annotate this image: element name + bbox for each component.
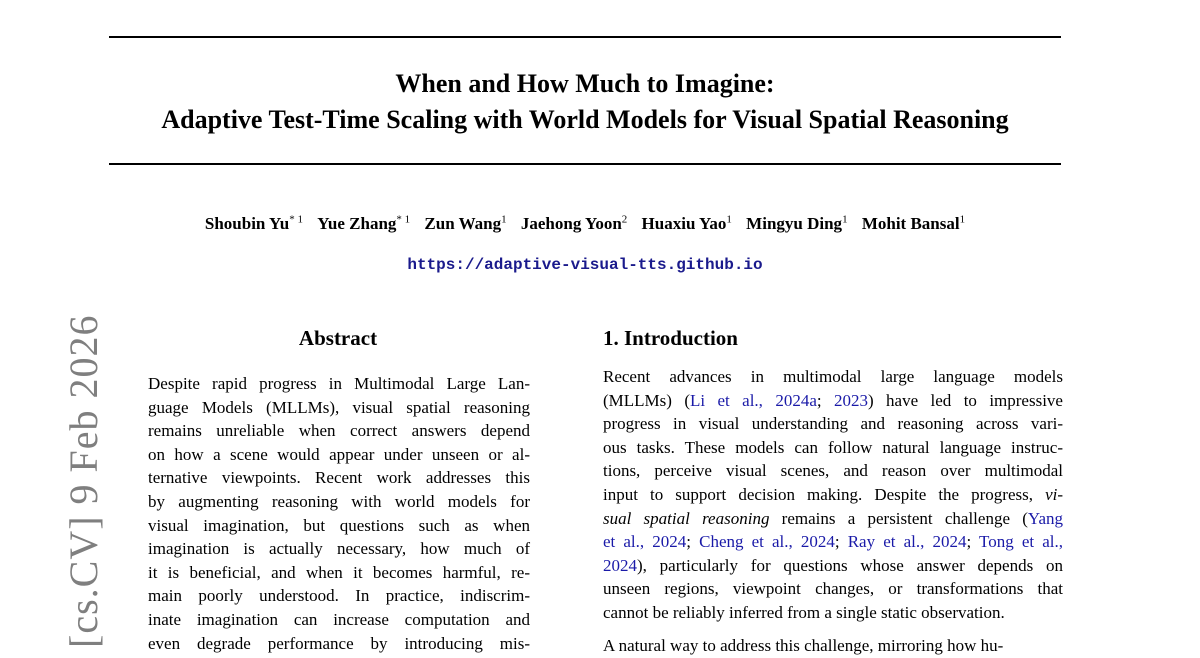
top-rule: [109, 36, 1061, 38]
citation-link[interactable]: et al., 2024: [603, 532, 687, 552]
citation-link[interactable]: 2024: [603, 555, 637, 575]
author: Yue Zhang$^{* 1}$: [317, 213, 411, 233]
abstract-line: remains unreliable when correct answers depend: [148, 421, 530, 441]
author: Zun Wang$^1$: [424, 213, 507, 233]
citation-link[interactable]: Tong et al.,: [979, 532, 1063, 552]
abstract-line: guage Models (MLLMs), visual spatial reasoning: [148, 397, 530, 417]
author: Mohit Bansal$^1$: [861, 213, 966, 233]
author-list: [0, 208, 1170, 235]
abstract-line: inate imagination can increase computation and: [148, 609, 530, 629]
abstract-line: it is beneficial, and when it becomes harmful, re-: [148, 562, 530, 582]
abstract-line: visual imagination, but questions such as when: [148, 515, 530, 535]
arxiv-stamp: [cs.CV] 9 Feb 2026: [61, 314, 106, 648]
title-line-1: When and How Much to Imagine:: [395, 69, 775, 98]
citation-link[interactable]: Li et al., 2024a: [690, 390, 817, 410]
intro-line: cannot be reliably inferred from a single static observation.: [603, 602, 1005, 622]
author: Huaxiu Yao$^1$: [641, 213, 732, 233]
intro-line: sual spatial reasoning remains a persistent challenge (Yang: [603, 508, 1063, 528]
abstract-line: imagination is actually necessary, how much of: [148, 539, 530, 559]
introduction-heading: 1. Introduction: [603, 326, 738, 350]
citation-link[interactable]: 2023: [834, 390, 868, 410]
intro-line: Recent advances in multimodal large language models: [603, 367, 1063, 386]
introduction-paragraph: [603, 365, 1063, 625]
abstract-heading: Abstract: [298, 326, 378, 350]
author: Jaehong Yoon$^2$: [520, 213, 628, 233]
intro-line: tions, perceive visual scenes, and reason over multimodal: [603, 461, 1063, 481]
intro-line: et al., 2024; Cheng et al., 2024; Ray et al., 2024; Tong et al.,: [603, 532, 1063, 552]
citation-link[interactable]: Ray et al., 2024: [847, 532, 967, 552]
introduction-paragraph-2-start: A natural way to address this challenge, mirroring how hu-: [603, 636, 1004, 655]
citation-link[interactable]: Yang: [1027, 508, 1063, 528]
abstract-body: [148, 372, 530, 655]
intro-line: ous tasks. These models can follow natural language instruc-: [603, 437, 1063, 457]
abstract-line: ternative viewpoints. Recent work addresses this: [148, 468, 530, 488]
intro-line: input to support decision making. Despite the progress, vi-: [603, 484, 1063, 504]
paper-title: [0, 66, 1170, 138]
intro-line: 2024), particularly for questions whose answer depends on: [603, 555, 1063, 575]
abstract-line: Despite rapid progress in Multimodal Large Lan-: [148, 374, 530, 393]
title-line-2: Adaptive Test-Time Scaling with World Models for Visual Spatial Reasoning: [161, 105, 1009, 134]
intro-line: (MLLMs) (Li et al., 2024a; 2023) have led to impressive: [603, 390, 1063, 410]
abstract-line: main poorly understood. In practice, indiscrim-: [148, 586, 530, 606]
author: Mingyu Ding$^1$: [746, 213, 848, 233]
abstract-line: on how a scene would appear under unseen or al-: [148, 444, 530, 464]
intro-line: progress in visual understanding and reasoning across vari-: [603, 414, 1063, 434]
author: Shoubin Yu$^{* 1}$: [204, 213, 303, 233]
abstract-line: by augmenting reasoning with world models for: [148, 491, 530, 511]
bottom-rule: [109, 163, 1061, 165]
intro-line: unseen regions, viewpoint changes, or transformations that: [603, 579, 1063, 599]
abstract-line: even degrade performance by introducing mis-: [148, 633, 530, 653]
citation-link[interactable]: Cheng et al., 2024: [699, 532, 835, 552]
project-url-link[interactable]: https://adaptive-visual-tts.github.io: [407, 256, 763, 274]
